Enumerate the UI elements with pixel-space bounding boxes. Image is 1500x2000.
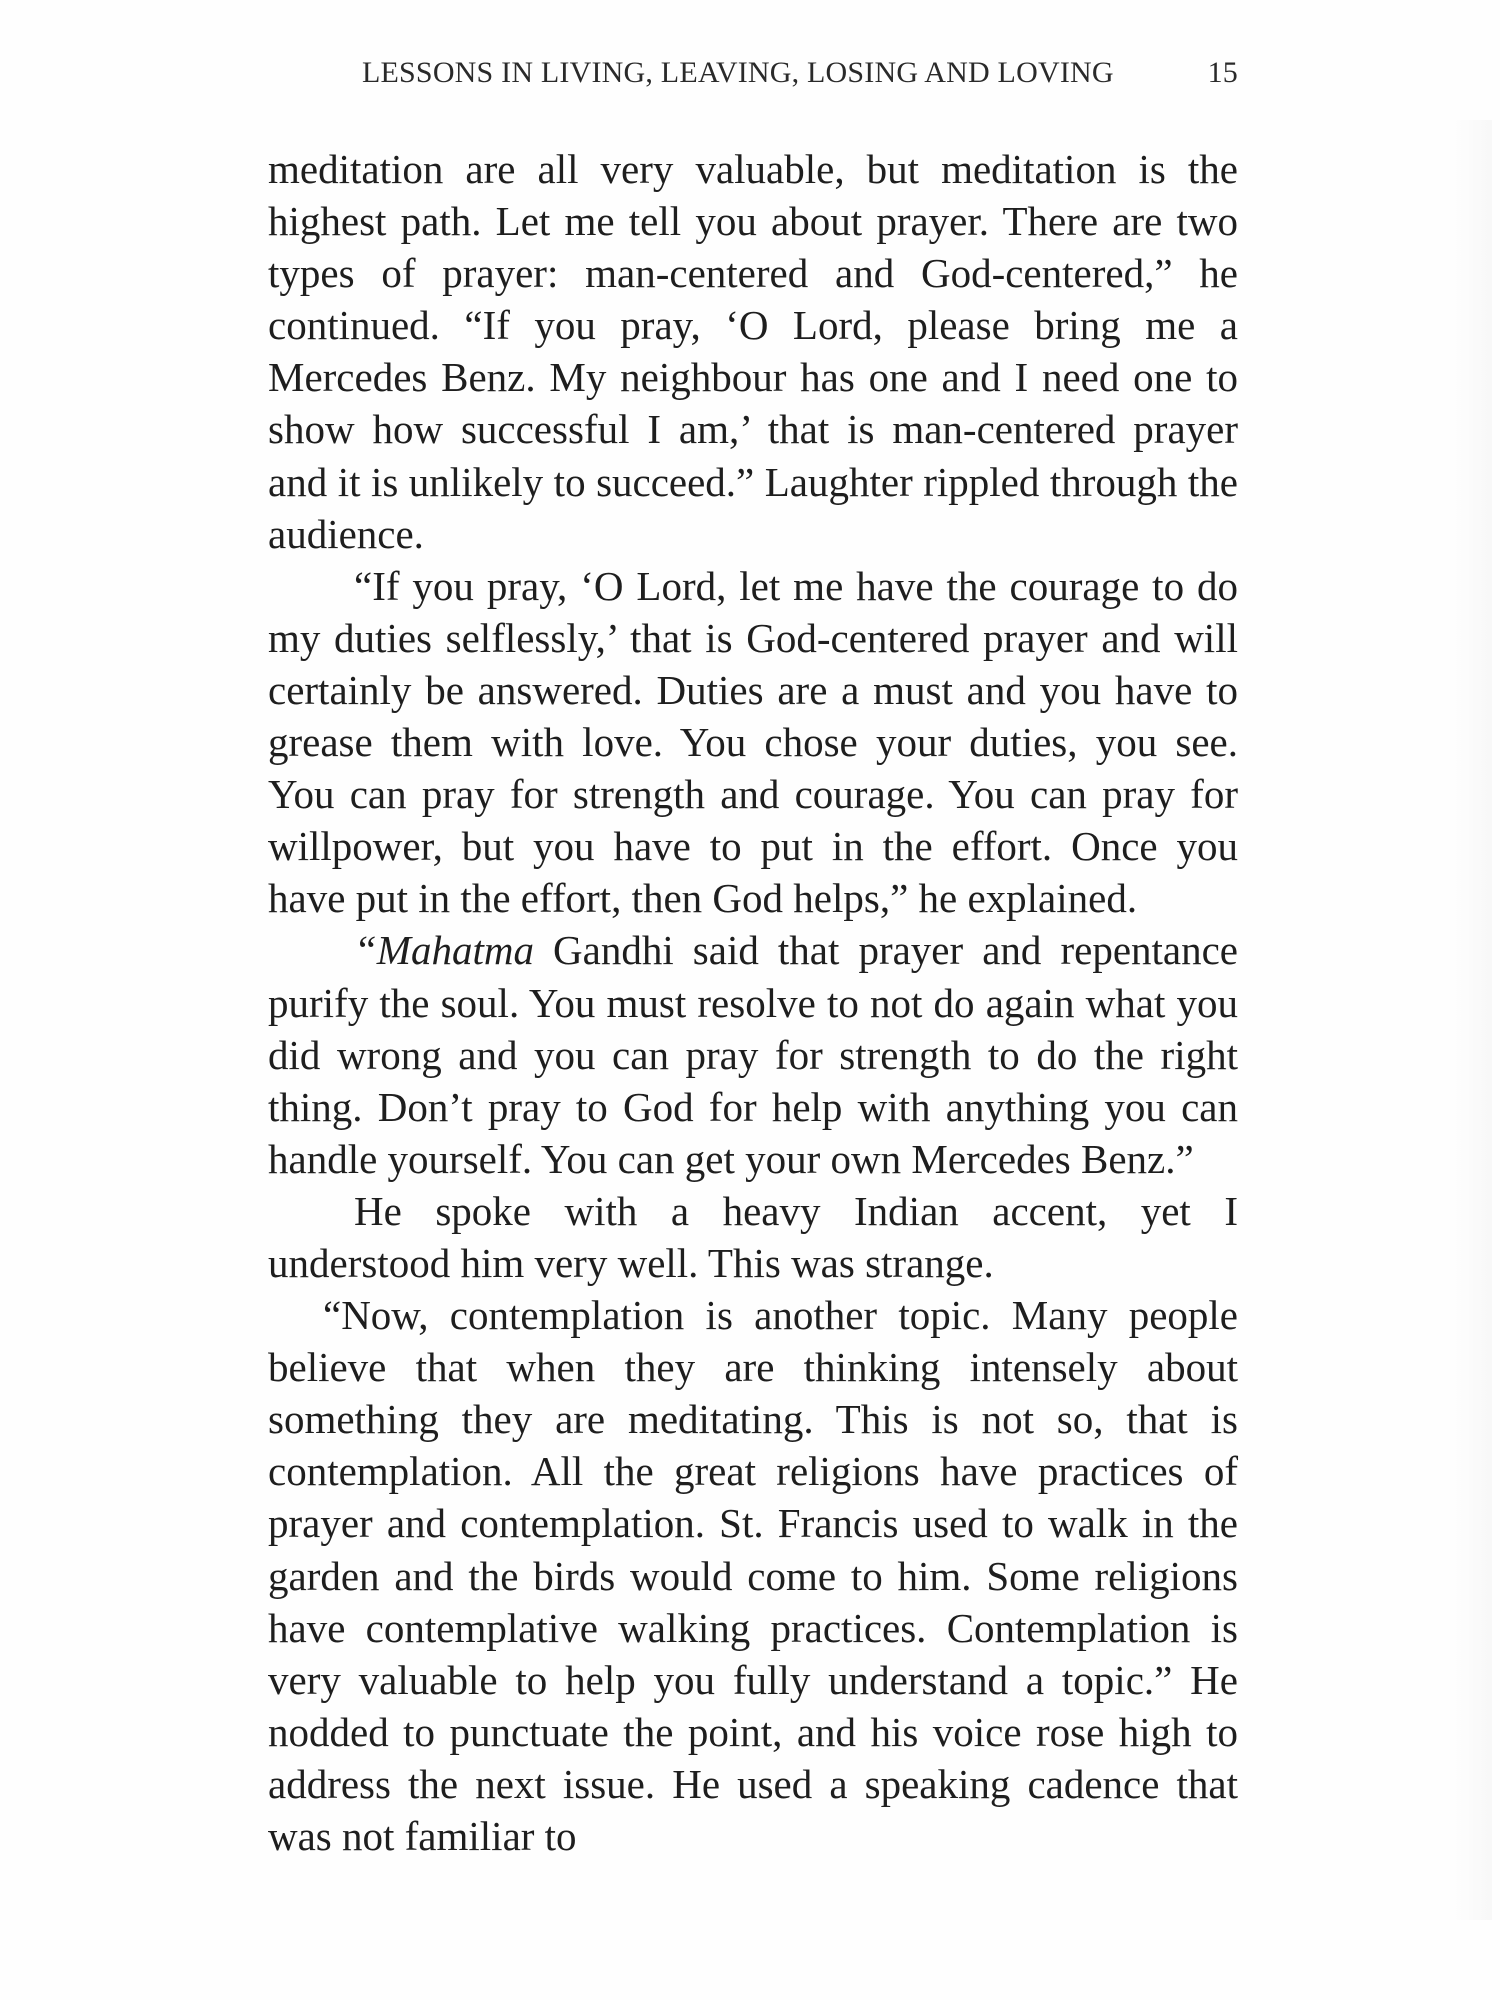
running-head-title: LESSONS IN LIVING, LEAVING, LOSING AND LOVING [362,56,1114,89]
paragraph-2: “If you pray, ‘O Lord, let me have the courage to do my duties selflessly,’ that is God-centered prayer and will certainly be answered. Duties are a must and you have to grease them with love. You chose your duties, you see. You can pray for strength and courage. You can pray for willpower, but you have to put in the effort. Once you have put in the effort, then God helps,” he explained. [268,562,1238,922]
italic-lead-mahatma: “Mahatma [354,927,534,974]
page-number: 15 [1207,56,1238,89]
paragraph-3-text: Gandhi said that prayer and repentance purify the soul. You must resolve to not do again what you did wrong and you can pray for strength to do the right thing. Don’t pray to God for help with anything you can handle yourself. You can get your own Mercedes Benz.” [268,927,1238,1182]
paragraph-1: meditation are all very valuable, but meditation is the highest path. Let me tell you about prayer. There are two types of prayer: man-centered and God-centered,” he continued. “If you pray, ‘O Lord, please bring me a Mercedes Benz. My neighbour has one and I need one to show how successful I am,’ that is man-centered prayer and it is unlikely to succeed.” Laughter rippled through the audience. [268,146,1238,557]
body-text [268,143,1238,1862]
paragraph-4: He spoke with a heavy Indian accent, yet I understood him very well. This was strange. [268,1187,1238,1286]
running-head [362,52,1242,96]
paragraph-5: “Now, contemplation is another topic. Many people believe that when they are thinking intensely about something they are meditating. This is not so, that is contemplation. All the great religions have practices of prayer and contemplation. St. Francis used to walk in the garden and the birds would come to him. Some religions have contemplative walking practices. Contemplation is very valuable to help you fully understand a topic.” He nodded to punctuate the point, and his voice rose high to address the next issue. He used a speaking cadence that was not familiar to [268,1292,1238,1859]
page-show-through [1452,120,1492,1920]
paragraph-3 [268,924,1238,1184]
